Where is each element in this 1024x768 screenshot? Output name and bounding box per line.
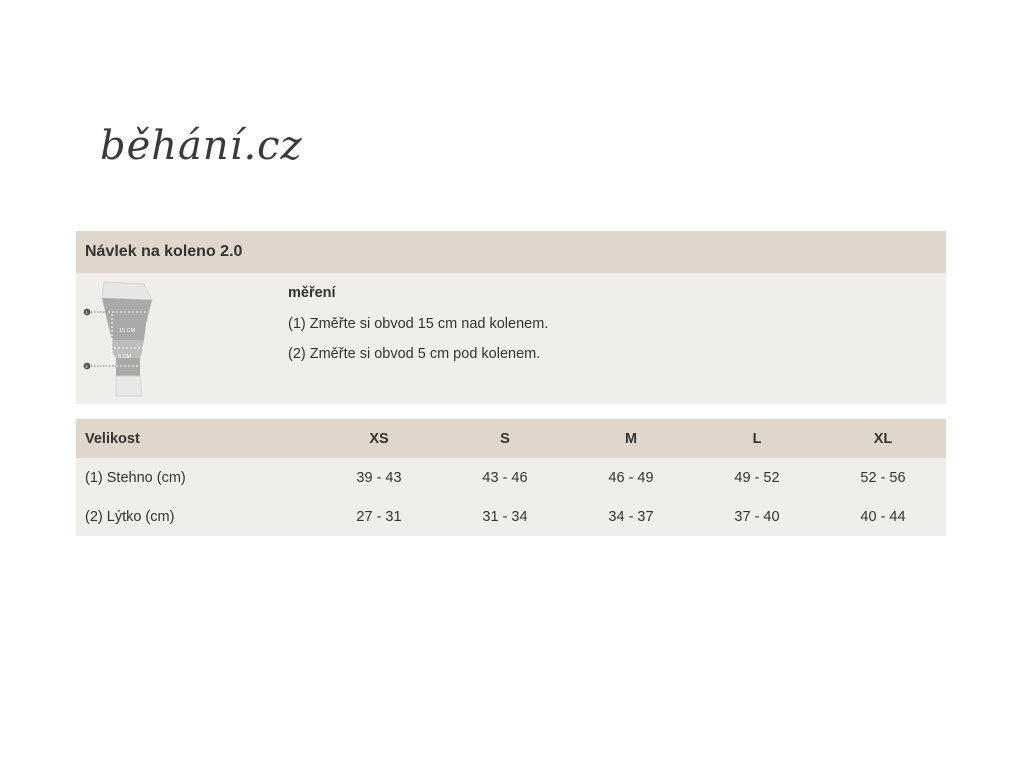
knee-sleeve-diagram-icon: [82, 280, 162, 398]
table-cell: 40 - 44: [860, 508, 906, 525]
table-cell: 49 - 52: [734, 469, 780, 486]
site-logo[interactable]: běhání.cz: [100, 123, 303, 169]
table-row: [76, 497, 946, 536]
table-cell: 43 - 46: [482, 469, 528, 486]
row-label-thigh: (1) Stehno (cm): [85, 469, 186, 486]
table-cell: 31 - 34: [482, 508, 528, 525]
table-cell: 52 - 56: [860, 469, 906, 486]
measurement-section: [76, 273, 946, 404]
size-header-s: S: [500, 430, 510, 447]
marker-1-label: 1: [85, 310, 88, 316]
measurement-line-2: (2) Změřte si obvod 5 cm pod kolenem.: [288, 346, 541, 362]
row-label-calf: (2) Lýtko (cm): [85, 508, 175, 525]
marker-2-label: 2: [85, 364, 88, 370]
size-header-label: Velikost: [85, 430, 140, 447]
table-cell: 37 - 40: [734, 508, 780, 525]
size-header-xl: XL: [873, 430, 893, 447]
table-cell: 46 - 49: [608, 469, 654, 486]
product-title: Návlek na koleno 2.0: [76, 231, 946, 273]
size-header-l: L: [752, 430, 762, 447]
size-header-xs: XS: [369, 430, 389, 447]
size-chart: [76, 419, 946, 536]
measurement-line-1: (1) Změřte si obvod 15 cm nad kolenem.: [288, 316, 549, 332]
upper-measure-label: 15 CM: [119, 328, 136, 334]
measurement-instructions: [288, 285, 548, 376]
product-card: [76, 231, 946, 404]
table-cell: 39 - 43: [356, 469, 402, 486]
lower-measure-label: 5 CM: [118, 354, 132, 360]
table-row: [76, 458, 946, 497]
table-cell: 27 - 31: [356, 508, 402, 525]
table-cell: 34 - 37: [608, 508, 654, 525]
measurement-title: měření: [288, 285, 336, 301]
size-table-header-row: [76, 419, 946, 458]
size-header-m: M: [624, 430, 638, 447]
size-table: [76, 419, 946, 536]
